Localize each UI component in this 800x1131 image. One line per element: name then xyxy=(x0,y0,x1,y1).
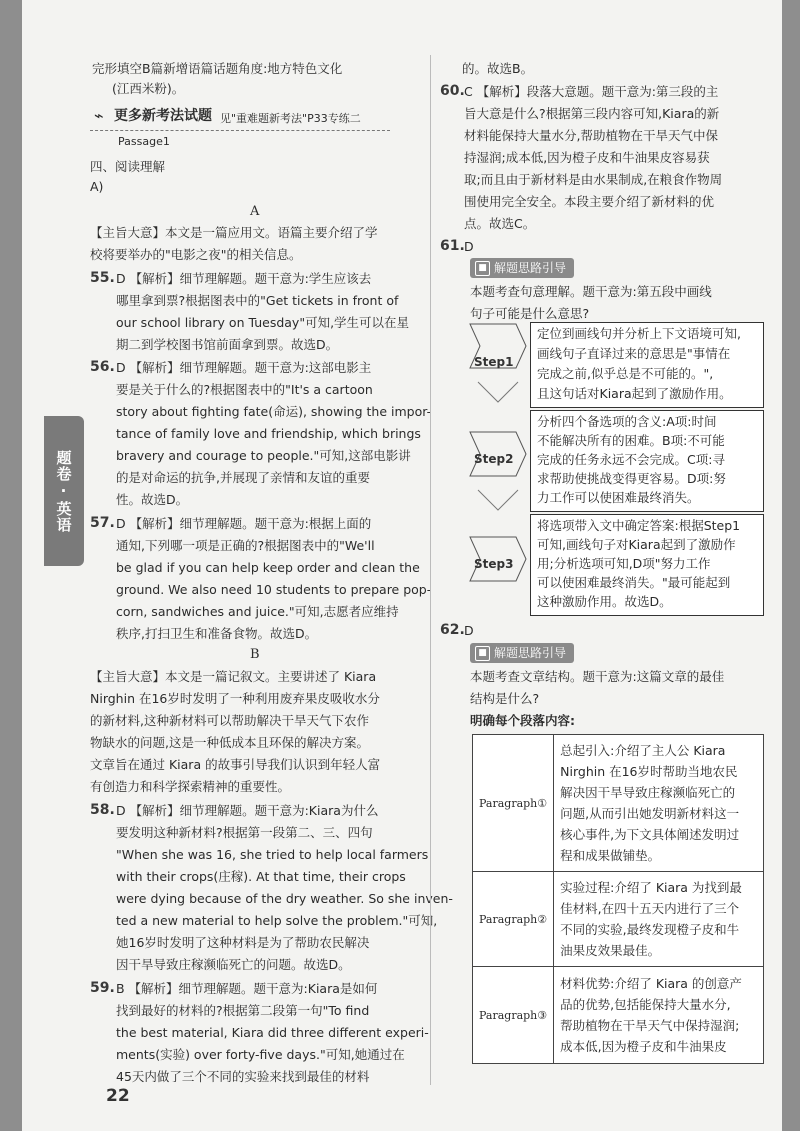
cell-line: 总起引入:介绍了主人公 Kiara xyxy=(560,743,726,758)
answer-line: ted a new material to help solve the problem."可知, xyxy=(116,913,438,928)
step-text: 分析四个备选项的含义:A项:时间 xyxy=(537,414,717,429)
link-icon: ⌁ xyxy=(94,106,104,125)
answer-line: tance of family love and friendship, which brings xyxy=(116,426,421,441)
cell-line: 帮助植物在干旱天气中保持湿润; xyxy=(560,1018,740,1033)
answer-line: 的是对命运的抗争,并展现了亲情和友谊的重要 xyxy=(116,470,370,485)
step-text: 可知,画线句子对Kiara起到了激励作 xyxy=(537,537,736,552)
answer-letter: D xyxy=(464,623,474,638)
answer-line: 持湿润;成本低,因为橙子皮和牛油果皮容易获 xyxy=(464,150,710,165)
intro-line: 本题考查文章结构。题干意为:这篇文章的最佳 xyxy=(470,669,725,684)
main-idea: 校将要举办的"电影之夜"的相关信息。 xyxy=(90,247,302,262)
answer-line: ground. We also need 10 students to prepare pop- xyxy=(116,582,432,597)
answer-line: B 【解析】细节理解题。题干意为:Kiara是如何 xyxy=(116,981,378,996)
paragraph-label: Paragraph① xyxy=(473,735,554,872)
book-icon: ■ xyxy=(475,261,490,276)
guide-badge xyxy=(470,643,574,663)
side-tab: 题卷·英语 xyxy=(44,416,84,566)
clarify-label: 明确每个段落内容: xyxy=(470,713,575,728)
paragraph-cell xyxy=(554,872,764,967)
cell-line: 程和成果做铺垫。 xyxy=(560,848,661,863)
section-b: B xyxy=(250,647,260,662)
answer-line: ments(实验) over forty-five days."可知,她通过在 xyxy=(116,1047,405,1062)
step-text: 不能解决所有的困难。B项:不可能 xyxy=(537,433,725,448)
section-a: A xyxy=(250,204,260,219)
cell-line: 问题,从而引出她发明新材料这一 xyxy=(560,806,740,821)
main-idea: 的新材料,这种新材料可以帮助解决干旱天气下农作 xyxy=(90,713,369,728)
answer-line: bravery and courage to people."可知,这部电影讲 xyxy=(116,448,411,463)
step-text: 将选项带入文中确定答案:根据Step1 xyxy=(537,518,741,533)
page-number: 22 xyxy=(106,1086,130,1106)
step-text: 用;分析选项可知,D项"努力工作 xyxy=(537,556,711,571)
answer-line: 点。故选C。 xyxy=(464,216,536,231)
cell-line: 佳材料,在四十五天内进行了三个 xyxy=(560,901,740,916)
answer-line: D 【解析】细节理解题。题干意为:这部电影主 xyxy=(116,360,372,375)
step-text: 求帮助使挑战变得更容易。D项:努 xyxy=(537,471,726,486)
step-label: Step1 xyxy=(474,355,514,369)
cell-line: 实验过程:介绍了 Kiara 为找到最 xyxy=(560,880,742,895)
cell-line: 品的优势,包括能保持大量水分, xyxy=(560,997,731,1012)
answer-line: 的。故选B。 xyxy=(462,61,534,76)
guide-badge xyxy=(470,258,574,278)
passage-label: Passage1 xyxy=(118,135,170,148)
main-idea: 有创造力和科学探索精神的重要性。 xyxy=(90,779,291,794)
paragraph-cell xyxy=(554,735,764,872)
section-title: 四、阅读理解 xyxy=(90,159,166,174)
cell-line: 材料优势:介绍了 Kiara 的创意产 xyxy=(560,976,742,991)
answer-line: 找到最好的材料的?根据第二段第一句"To find xyxy=(116,1003,370,1018)
main-idea: 文章旨在通过 Kiara 的故事引导我们认识到年轻人富 xyxy=(90,757,381,772)
more-sub: 见"重难题新考法"P33专练二 xyxy=(220,112,361,125)
answer-letter: D xyxy=(464,239,474,254)
cell-line: 核心事件,为下文具体阐述发明过 xyxy=(560,827,740,842)
table-row xyxy=(473,872,764,967)
cell-line: 解决因干旱导致庄稼濒临死亡的 xyxy=(560,785,736,800)
paragraph-cell xyxy=(554,967,764,1064)
step-text: 画线句子直译过来的意思是"事情在 xyxy=(537,346,731,361)
step-text: 且这句话对Kiara起到了激励作用。 xyxy=(537,386,732,401)
answer-line: D 【解析】细节理解题。题干意为:根据上面的 xyxy=(116,516,372,531)
question-number: 56. xyxy=(90,359,115,375)
intro-line: (江西米粉)。 xyxy=(112,81,185,96)
step-label: Step2 xyxy=(474,452,514,466)
answer-line: 通知,下列哪一项是正确的?根据图表中的"We'll xyxy=(116,538,375,553)
question-number: 55. xyxy=(90,270,115,286)
intro-line: 句子可能是什么意思? xyxy=(470,306,590,321)
answer-line: 秩序,打扫卫生和准备食物。故选D。 xyxy=(116,626,318,641)
answer-line: 期二到学校图书馆前面拿到票。故选D。 xyxy=(116,337,339,352)
question-number: 60. xyxy=(440,83,465,99)
cell-line: 油果皮效果最佳。 xyxy=(560,943,661,958)
question-number: 62. xyxy=(440,622,465,638)
guide-label: 解题思路引导 xyxy=(494,261,567,275)
main-idea: 【主旨大意】本文是一篇应用文。语篇主要介绍了学 xyxy=(90,225,378,240)
more-heading: 更多新考法试题 xyxy=(114,108,212,124)
answer-line: the best material, Kiara did three different experi- xyxy=(116,1025,429,1040)
step-box xyxy=(530,322,764,408)
page xyxy=(22,0,782,1131)
answer-line: our school library on Tuesday"可知,学生可以在星 xyxy=(116,315,410,330)
question-number: 61. xyxy=(440,238,465,254)
main-idea: 物缺水的问题,这是一种低成本且环保的解决方案。 xyxy=(90,735,369,750)
column-divider xyxy=(430,55,431,1085)
step-text: 可以使困难最终消失。"最可能起到 xyxy=(537,575,731,590)
answer-line: be glad if you can help keep order and clean the xyxy=(116,560,420,575)
answer-line: 要是关于什么的?根据图表中的"It's a cartoon xyxy=(116,382,373,397)
answer-line: 她16岁时发明了这种材料是为了帮助农民解决 xyxy=(116,935,370,950)
step-text: 定位到画线句并分析上下文语境可知, xyxy=(537,326,741,341)
table-row xyxy=(473,735,764,872)
answer-line: 45天内做了三个不同的实验来找到最佳的材料 xyxy=(116,1069,370,1084)
answer-line: D 【解析】细节理解题。题干意为:学生应该去 xyxy=(116,271,372,286)
part-label: A) xyxy=(90,179,104,194)
question-number: 58. xyxy=(90,802,115,818)
paragraph-table xyxy=(472,734,764,1064)
answer-line: corn, sandwiches and juice."可知,志愿者应维持 xyxy=(116,604,399,619)
main-idea: 【主旨大意】本文是一篇记叙文。主要讲述了 Kiara xyxy=(90,669,377,684)
answer-line: 要发明这种新材料?根据第一段第二、三、四句 xyxy=(116,825,373,840)
answer-line: C 【解析】段落大意题。题干意为:第三段的主 xyxy=(464,84,719,99)
cell-line: 不同的实验,最终发现橙子皮和牛 xyxy=(560,922,740,937)
guide-label: 解题思路引导 xyxy=(494,646,567,660)
answer-line: with their crops(庄稼). At that time, their crops xyxy=(116,869,406,884)
step-box xyxy=(530,410,764,512)
answer-line: 性。故选D。 xyxy=(116,492,189,507)
step-text: 完成之前,似乎总是不可能的。", xyxy=(537,366,714,381)
book-icon: ■ xyxy=(475,646,490,661)
answer-line: "When she was 16, she tried to help local farmers xyxy=(116,847,429,862)
divider xyxy=(90,130,390,131)
answer-line: 旨大意是什么?根据第三段内容可知,Kiara的新 xyxy=(464,106,720,121)
answer-line: 因干旱导致庄稼濒临死亡的问题。故选D。 xyxy=(116,957,351,972)
step-box xyxy=(530,514,764,616)
main-idea: Nirghin 在16岁时发明了一种利用废弃果皮吸收水分 xyxy=(90,691,380,706)
step-text: 力工作可以使困难最终消失。 xyxy=(537,490,700,505)
step-text: 完成的任务永远不会完成。C项:寻 xyxy=(537,452,725,467)
question-number: 59. xyxy=(90,980,115,996)
answer-line: 取;而且由于新材料是由水果制成,在粮食作物周 xyxy=(464,172,723,187)
answer-line: 材料能保持大量水分,帮助植物在干旱天气中保 xyxy=(464,128,718,143)
cell-line: Nirghin 在16岁时帮助当地农民 xyxy=(560,764,738,779)
paragraph-label: Paragraph③ xyxy=(473,967,554,1064)
answer-line: D 【解析】细节理解题。题干意为:Kiara为什么 xyxy=(116,803,379,818)
table-row xyxy=(473,967,764,1064)
cell-line: 成本低,因为橙子皮和牛油果皮 xyxy=(560,1039,727,1054)
intro-line: 完形填空B篇新增语篇话题角度:地方特色文化 xyxy=(92,61,343,76)
intro-line: 本题考查句意理解。题干意为:第五段中画线 xyxy=(470,284,712,299)
step-label: Step3 xyxy=(474,557,514,571)
answer-line: 围使用完全安全。本段主要介绍了新材料的优 xyxy=(464,194,715,209)
intro-line: 结构是什么? xyxy=(470,691,540,706)
paragraph-label: Paragraph② xyxy=(473,872,554,967)
answer-line: 哪里拿到票?根据图表中的"Get tickets in front of xyxy=(116,293,399,308)
answer-line: story about fighting fate(命运), showing the impor- xyxy=(116,404,432,419)
step-text: 这种激励作用。故选D。 xyxy=(537,594,672,609)
question-number: 57. xyxy=(90,515,115,531)
answer-line: were dying because of the dry weather. So she inven- xyxy=(116,891,453,906)
